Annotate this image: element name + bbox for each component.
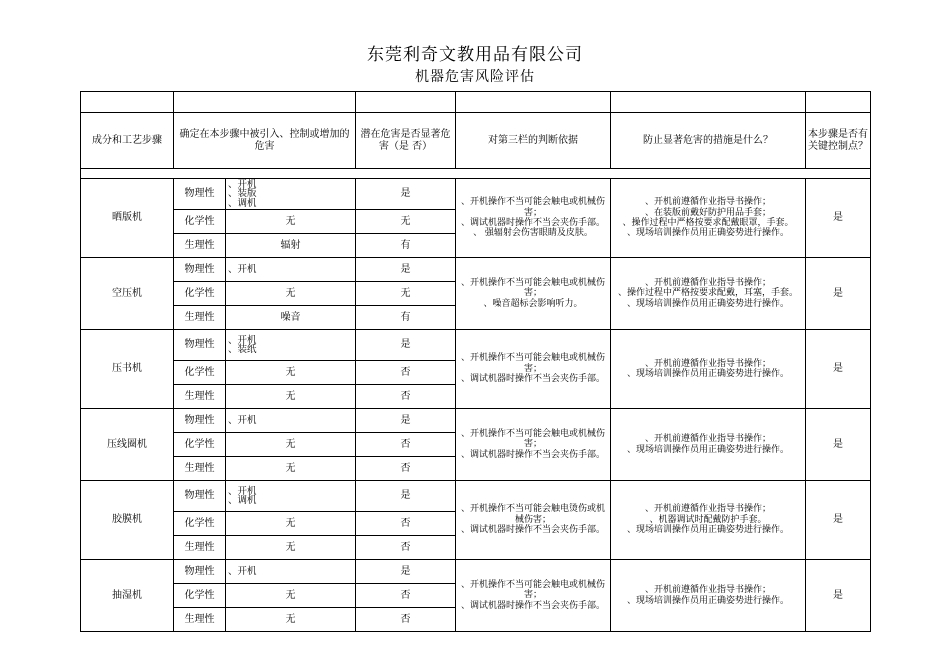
separator-row — [81, 169, 871, 179]
physical-hazards — [226, 330, 356, 361]
measure-line: 、开机前遵循作业指导书操作； — [644, 434, 771, 445]
physical-hazard-item: 、开机 — [228, 263, 257, 275]
basis-line: 、开机操作不当可能会触电或机械伤害； — [460, 579, 605, 601]
measure-line: 、现场培训操作员用正确姿势进行操作。 — [626, 525, 789, 536]
critical-control-point: 是 — [806, 560, 871, 632]
physical-hazard-item: 、开机 — [228, 565, 257, 577]
measure-line: 、开机前遵循作业指导书操作； — [644, 197, 771, 208]
category-physical: 物理性 — [174, 258, 226, 282]
physical-significance: 是 — [356, 258, 456, 282]
machine-row-physical — [81, 481, 871, 512]
chemical-hazard: 无 — [226, 433, 356, 457]
chemical-significance: 否 — [356, 361, 456, 385]
category-physical: 物理性 — [174, 481, 226, 512]
physical-hazard-item: 、开机 — [228, 414, 257, 426]
chemical-significance: 否 — [356, 584, 456, 608]
biological-hazard: 无 — [226, 608, 356, 632]
physical-significance: 是 — [356, 179, 456, 210]
physical-hazard-item: 、调机 — [228, 495, 257, 506]
basis-line: 、开机操作不当可能会触电烫伤或机械伤害； — [460, 504, 605, 525]
basis-line: 、开机操作不当可能会触电或机械伤害； — [460, 197, 605, 218]
basis-line: 、 强辐射会伤害眼睛及皮肤。 — [473, 228, 593, 239]
header-ccp: 本步骤是否有关键控制点？ — [806, 113, 871, 169]
header-hazards: 确定在本步骤中被引入、控制或增加的危害 — [174, 113, 356, 169]
physical-hazards — [226, 258, 356, 282]
biological-hazard: 无 — [226, 385, 356, 409]
chemical-significance: 无 — [356, 210, 456, 234]
judgment-basis — [456, 258, 611, 330]
measure-line: 、在装版前戴好防护用品手套； — [644, 207, 771, 218]
category-physical: 物理性 — [174, 560, 226, 584]
company-name: 东莞利奇文教用品有限公司 — [367, 45, 583, 65]
chemical-hazard: 无 — [226, 282, 356, 306]
basis-line: 、调试机器时操作不当会夹伤手部。 — [460, 374, 605, 385]
biological-hazard: 无 — [226, 536, 356, 560]
measure-line: 、开机前遵循作业指导书操作； — [644, 358, 771, 369]
physical-hazard-item: 、开机 — [228, 178, 257, 190]
physical-significance: 是 — [356, 481, 456, 512]
header-row — [81, 113, 871, 169]
physical-hazards — [226, 179, 356, 210]
basis-line: 、调试机器时操作不当会夹伤手部。 — [460, 218, 605, 228]
measure-line: 、现场培训操作员用正确姿势进行操作。 — [626, 228, 789, 239]
physical-hazard-item: 、装纸 — [228, 344, 257, 355]
machine-row-physical — [81, 258, 871, 282]
biological-hazard: 无 — [226, 457, 356, 481]
chemical-significance: 否 — [356, 512, 456, 536]
category-chemical: 化学性 — [174, 512, 226, 536]
machine-row-physical — [81, 330, 871, 361]
category-chemical: 化学性 — [174, 584, 226, 608]
critical-control-point: 是 — [806, 481, 871, 560]
category-chemical: 化学性 — [174, 361, 226, 385]
biological-hazard: 辐射 — [226, 234, 356, 258]
measure-line: 、开机前遵循作业指导书操作； — [644, 585, 771, 596]
physical-hazard-list — [228, 487, 353, 506]
machine-name: 压线圈机 — [81, 409, 174, 481]
physical-significance: 是 — [356, 409, 456, 433]
machine-name: 抽湿机 — [81, 560, 174, 632]
category-chemical: 化学性 — [174, 433, 226, 457]
header-step: 成分和工艺步骤 — [81, 113, 174, 169]
physical-hazard-list — [228, 336, 353, 355]
control-measures — [611, 409, 806, 481]
control-measures — [611, 560, 806, 632]
physical-hazards — [226, 560, 356, 584]
measure-line: 、现场培训操作员用正确姿势进行操作。 — [626, 298, 789, 309]
measure-line: 、现场培训操作员用正确姿势进行操作。 — [626, 369, 789, 379]
chemical-significance: 否 — [356, 433, 456, 457]
control-measures — [611, 179, 806, 258]
physical-hazard-item: 、装版 — [228, 188, 257, 200]
machine-row-physical — [81, 409, 871, 433]
header-significant: 潜在危害是否显著危害（是 否） — [356, 113, 456, 169]
machine-name: 晒版机 — [81, 179, 174, 258]
physical-hazard-item: 、开机 — [228, 485, 257, 497]
critical-control-point: 是 — [806, 179, 871, 258]
category-biological: 生理性 — [174, 536, 226, 560]
blank-row — [81, 92, 871, 113]
biological-hazard: 噪音 — [226, 306, 356, 330]
measure-line: 、操作过程中严格按要求配戴，耳塞，手套。 — [617, 288, 798, 299]
basis-line: 、开机操作不当可能会触电或机械伤害； — [460, 353, 605, 374]
chemical-hazard: 无 — [226, 361, 356, 385]
biological-significance: 否 — [356, 608, 456, 632]
basis-line: 、开机操作不当可能会触电或机械伤害； — [460, 277, 605, 299]
judgment-basis — [456, 560, 611, 632]
header-measures: 防止显著危害的措施是什么？ — [611, 113, 806, 169]
machine-row-physical — [81, 179, 871, 210]
critical-control-point: 是 — [806, 258, 871, 330]
category-physical: 物理性 — [174, 330, 226, 361]
risk-assessment-table — [80, 91, 871, 632]
category-biological: 生理性 — [174, 234, 226, 258]
header-basis: 对第三栏的判断依据 — [456, 113, 611, 169]
physical-hazard-item: 、开机 — [228, 334, 257, 346]
machine-row-physical — [81, 560, 871, 584]
machine-rows — [81, 179, 871, 632]
judgment-basis — [456, 330, 611, 409]
chemical-hazard: 无 — [226, 512, 356, 536]
category-biological: 生理性 — [174, 385, 226, 409]
measure-line: 、开机前遵循作业指导书操作； — [644, 277, 771, 288]
category-physical: 物理性 — [174, 179, 226, 210]
physical-significance: 是 — [356, 330, 456, 361]
basis-line: 、开机操作不当可能会触电或机械伤害； — [460, 428, 605, 450]
basis-line: 、调试机器时操作不当会夹伤手部。 — [460, 449, 605, 460]
critical-control-point: 是 — [806, 409, 871, 481]
biological-significance: 否 — [356, 536, 456, 560]
basis-line: 、调试机器时操作不当会夹伤手部。 — [460, 600, 605, 611]
judgment-basis — [456, 481, 611, 560]
basis-line: 、噪音超标会影响听力。 — [483, 298, 583, 309]
chemical-significance: 无 — [356, 282, 456, 306]
physical-hazard-list — [228, 416, 353, 426]
physical-significance: 是 — [356, 560, 456, 584]
basis-line: 、调试机器时操作不当会夹伤手部。 — [460, 525, 605, 536]
biological-significance: 否 — [356, 385, 456, 409]
chemical-hazard: 无 — [226, 210, 356, 234]
measure-line: 、现场培训操作员用正确姿势进行操作。 — [626, 595, 789, 606]
measure-line: 、开机前遵循作业指导书操作； — [644, 504, 771, 515]
document-title: 机器危害风险评估 — [415, 69, 535, 85]
machine-name: 空压机 — [81, 258, 174, 330]
machine-name: 胶膜机 — [81, 481, 174, 560]
control-measures — [611, 330, 806, 409]
biological-significance: 有 — [356, 306, 456, 330]
physical-hazard-list — [228, 567, 353, 577]
category-biological: 生理性 — [174, 608, 226, 632]
machine-name: 压书机 — [81, 330, 174, 409]
category-chemical: 化学性 — [174, 210, 226, 234]
judgment-basis — [456, 409, 611, 481]
measure-line: 、现场培训操作员用正确姿势进行操作。 — [626, 444, 789, 455]
physical-hazards — [226, 481, 356, 512]
category-physical: 物理性 — [174, 409, 226, 433]
category-biological: 生理性 — [174, 457, 226, 481]
measure-line: 、机器调试时配戴防护手套。 — [649, 514, 767, 525]
category-chemical: 化学性 — [174, 282, 226, 306]
physical-hazard-list — [228, 265, 353, 275]
physical-hazards — [226, 409, 356, 433]
control-measures — [611, 481, 806, 560]
measure-line: 、操作过程中严格按要求配戴眼罩，手套。 — [622, 218, 794, 228]
biological-significance: 否 — [356, 457, 456, 481]
control-measures — [611, 258, 806, 330]
judgment-basis — [456, 179, 611, 258]
category-biological: 生理性 — [174, 306, 226, 330]
chemical-hazard: 无 — [226, 584, 356, 608]
critical-control-point: 是 — [806, 330, 871, 409]
biological-significance: 有 — [356, 234, 456, 258]
physical-hazard-item: 、调机 — [228, 197, 257, 209]
physical-hazard-list — [228, 180, 353, 209]
